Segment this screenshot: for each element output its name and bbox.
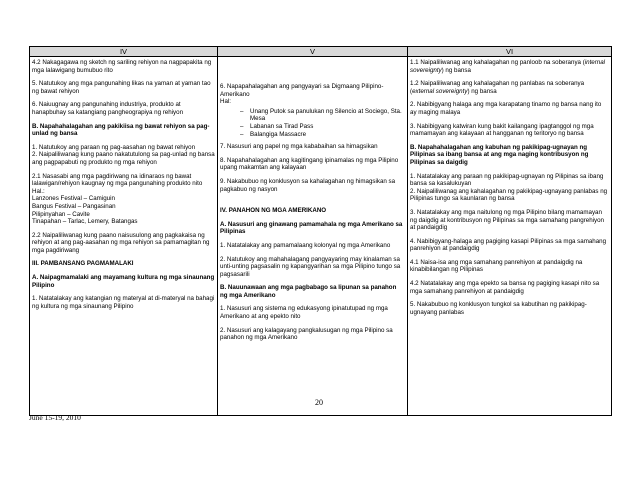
item-b4: 4. Nabibigyang-halaga ang pagiging kasapi Pilipinas sa mga samahang panrehiyon at pandaigdig [410,237,607,253]
festival-item: Lanzones Festival – Camiguin [32,195,115,203]
item-b1: 1. Natutukoy ang paraan ng pag-aasahan ng bawat rehiyon [32,143,196,151]
column-vi [408,57,612,416]
section-iv: IV. PANAHON NG MGA AMERIKANO [220,207,327,215]
festival-item: Pilipinyahan – Cavite [32,210,90,218]
item-2-1: 2.1 Nasasabi ang mga pagdiriwang na idinaraos ng bawat lalawigan/rehiyon kaugnay ng mga pangunahing produkto nito [32,172,203,188]
item-a1: 1. Natatalakay ang katangian ng materyal at di-materyal na bahagi ng kultura ng mga sinaunang Pilipino [32,295,215,310]
header-vi: VI [408,47,612,57]
item-2-2: 2.2 Naipaliliwanag kung paano naisusulong ang pagkakaisa ng rehiyon at ang pag-aasahan ng mga rehiyon sa pamamagitan ng mga pagdiriwang [32,231,210,254]
item-8: 8. Napahahalagahan ang kagitingang ipinamalas ng mga Pilipino upang makamtan ang kalayaan [220,156,399,172]
item-1-1 [410,59,609,74]
item-b2: 2. Nasusuri ang kalagayang pangkalusugan ng mga Pilipino sa panahon ng mga Amerikano [220,326,393,342]
festival-item: Tinapahan – Tarlac, Lemery, Batangas [32,218,138,226]
item-9: 9. Nakabubuo ng konklusyon sa kahalagahan ng himagsikan sa pagkabuo ng nasyon [220,177,396,193]
text-run: ) ng bansa [441,66,471,74]
item-1-2 [410,80,609,95]
event-list [220,108,405,138]
item-5: 5. Natutukoy ang mga pangunahing likas na yaman at yaman tao ng bawat rehiyon [32,80,211,95]
item-b1: 1. Natatalakay ang paraan ng pakikipag-ugnayan ng Pilipinas sa ibang bansa sa kasalukuyan [410,172,604,188]
event-item: – Labanan sa Tirad Pass [250,123,405,131]
festival-list [32,188,215,226]
footer-date: June 15-19, 2010 [29,413,81,422]
event-item: – Unang Putok sa panulukan ng Silencio at Sociego, Sta. Mesa [250,108,405,123]
item-b3: 3. Natatalakay ang mga naitulong ng mga Pilipino bilang mamamayan ng daigdig at kontribusyon ng Pilipinas sa mga samahang pangrehiyon at pandaigdig [410,208,605,232]
item-a2: 2. Natutukoy ang mahahalagang pangyayaring may kinalaman sa unti-unting pagsasalin ng kapangyarihan sa mga Pilipino tungo sa pagsasarili [220,255,401,278]
column-v [218,57,408,416]
header-v: V [218,47,408,57]
item-6: 6. Naiuugnay ang pangunahing industriya, produkto at hanapbuhay sa katangiang pangheograpiya ng rehiyon [32,101,184,116]
item-7: 7. Nasusuri ang papel ng mga kababaihan sa himagsikan [220,143,378,151]
header-iv: IV [30,47,218,57]
item-6: 6. Napapahalagahan ang pangyayari sa Digmaang Pilipino-Amerikano [220,83,384,98]
item-4-1: 4.1 Naisa-isa ang mga samahang panrehiyon at pandaigdig na kinabibilangan ng Pilipinas [410,258,583,274]
header-row [30,47,612,57]
page-number: 20 [315,398,323,407]
objective-b: B. Nauunawaan ang mga pagbabago sa lipunan sa panahon ng mga Amerikano [220,284,397,299]
text-run-italic: external sovereignty [412,87,468,95]
text-run: 1.1 Naipaliliwanag ang kahalagahan ng panloob na soberanya ( [410,59,585,66]
objective-b: B. Napahahalagahan ang pakikiisa ng bawat rehiyon sa pag-unlad ng bansa [32,122,210,138]
hal-label: Hal: [220,98,232,106]
item-b1: 1. Nasusuri ang sistema ng edukasyong ipinatutupad ng mga Amerikano at ang epekto nito [220,305,388,321]
text-run-italic: internal sovereignty [410,59,606,74]
text-run: 1.2 Naipaliliwanag ang kahalagahan ng panlabas na soberanya ( [410,80,585,95]
content-row [30,57,612,416]
item-a1: 1. Natatalakay ang pamamalaang kolonyal ng mga Amerikano [220,241,391,249]
item-4-2: 4.2 Natatalakay ang mga epekto sa bansa ng pagiging kasapi nito sa mga samahang panrehiyon at pandaigdig [410,280,600,295]
curriculum-table [29,46,612,416]
item-5: 5. Nakabubuo ng konklusyon tungkol sa kabutihan ng pakikipag-ugnayang panlabas [410,301,587,316]
item-b2: 2. Naipaliliwanag kung paano nakatutulong sa pag-unlad ng bansa ang pagpapabuti ng produkto ng mga rehiyon [32,151,215,166]
item-4-2: 4.2 Nakagagawa ng sketch ng sariling rehiyon na nagpapakita ng mga lalawigang bumubuo rito [32,59,212,74]
section-iii: III. PAMBANSANG PAGMAMALAKI [32,260,134,268]
objective-a: A. Naipagmamalaki ang mayamang kultura ng mga sinaunang Pilipino [32,274,215,289]
text-run: ) ng bansa [467,87,497,95]
item-2: 2. Nabibigyang halaga ang mga karapatang tinamo ng bansa nang ito ay maging malaya [410,101,602,116]
objective-a: A. Nasusuri ang ginawang pamamahala ng mga Amerikano sa Pilipinas [220,220,403,236]
festival-item: Bangus Festival – Pangasinan [32,202,116,210]
objective-b: B. Napahahalagahan ang kabuhan ng pakikipag-ugnayan ng Pilipinas sa ibang bansa at ang mga naging kontribusyon ng Pilipinas sa daigdig [410,143,589,166]
hal-label: Hal.: [32,187,45,195]
item-3: 3. Nabibigyang katwiran kung bakit kailangang ipagtanggol ng mga mamamayan ang kalayaan at hangganan ng teritoryo ng bansa [410,122,594,138]
item-b2: 2. Naipaliliwanag ang kahalagahan ng pakikipag-ugnayang panlabas ng Pilipinas tungo sa kaunlaran ng bansa [410,187,608,203]
column-iv [30,57,218,416]
event-item: – Balangiga Massacre [250,131,405,139]
